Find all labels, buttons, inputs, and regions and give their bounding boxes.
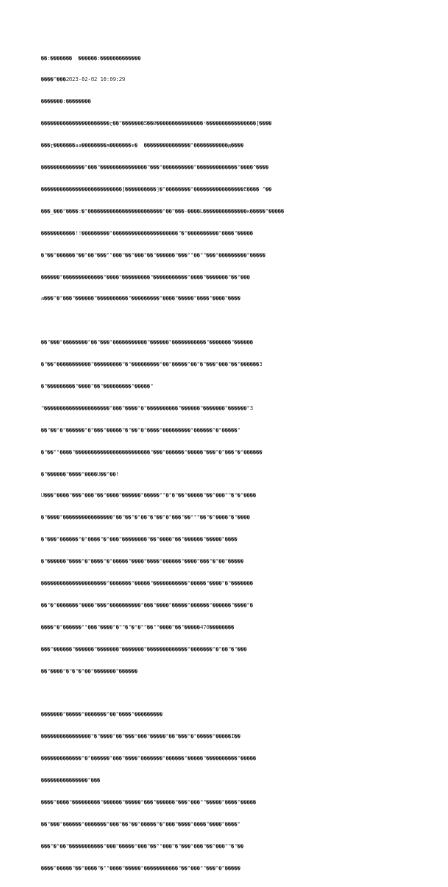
document-text-line: ����������������������ɽ��"�������Ƽ��Թ���������������ʵ����������������[����	[41, 121, 272, 128]
document-text-line: U���"����"���"���"��"����"������"�����""�"�"��"�����"��"���""�"�"����	[41, 493, 257, 500]
document-text-line: ����"�����"��"����"�""����"�����"�����������"��"���""���"�"�����	[41, 865, 241, 872]
document-text-line: ��"�"�������"����"���"����������"���"����"�����"������"������"����"�	[41, 602, 253, 609]
document-text-line: ��"��"�"������"�"���"�����"�"��"�"����"���������"������"�"�����"	[41, 427, 241, 434]
document-text-line: �������"�����"�������"��"����"���������	[41, 712, 163, 719]
document-title-line: ��:������� ������:�������������	[41, 55, 141, 62]
document-text	[41, 41, 407, 887]
paragraph-gap	[41, 318, 407, 325]
document-text-line: ���_���"����:�"������������������������"��"���-����L��������������ĸ�����"�����	[41, 208, 285, 215]
document-text-line: ��������������"���"���������������"���"����������"�������������"����^����	[41, 165, 269, 172]
document-text-line: �"��"������"��"��"���""���"��"���"��"������"���""��""���"���������"�����	[41, 252, 266, 259]
document-text-line: ��������������������������[����������]�"��������"����������������E���� ^��	[41, 186, 272, 193]
document-text-line: ����������������"�"����"��"���"���"�����"��"���"�"�����"�����I��	[41, 734, 241, 741]
document-text-line: ��"���"������"�������"���"��"��"�����"�"���"����"����"����"����"	[41, 821, 241, 828]
document-text-line: ���"�"��"�����������"���"�����"���"��""���"�"���"���"��"���""�"��	[41, 843, 244, 850]
document-text-line: ���������������"���	[41, 777, 101, 784]
document-text-line: �"��""����"������������������������"���"������"�����"���"�"���"�"������	[41, 449, 263, 456]
paragraph-gap	[41, 690, 407, 697]
document-text-line: ���"������"������"�������"�������"�������������"�������"�"��"�"���	[41, 646, 247, 653]
document-text-line: ������"�������������"����"���������"�����������"����"�������"��"���	[41, 274, 250, 281]
document-text-line: �����������!!���������"���������������������"�"����������"����"�����	[41, 230, 253, 237]
document-text-line: ��"����"�"�"�"��"�������"������	[41, 668, 138, 675]
document-text-line: �"���������"����"��"���������"�����"	[41, 383, 154, 390]
document-text-line: �"���"������"�"����"�"���"��������"��"����"��"������"�����"����	[41, 537, 238, 544]
document-text-line: ���ɽ�������aa��������ѫ�������ϵ� ���������������"�����������ԭ����	[41, 143, 244, 150]
document-text-line: �"��"�����������"���������"�"���������"��"�����"��"�"���"���"��"������3	[41, 362, 263, 369]
document-text-line: �������������"�"������"���"����"�������"������"�����"����������"�����	[41, 756, 257, 763]
document-text-line: "���������������������"���"����"�"����������"������"�������"������"3	[41, 405, 253, 412]
document-text-line: a���"�"���"������"����������"���������"����"�����"����"����"����	[41, 296, 241, 303]
document-timestamp-line: ����^���2023-02-02 10:09:29	[41, 77, 126, 84]
document-subtitle-line: �������:��������	[41, 99, 91, 106]
document-text-line: ����"����"���������"������"�����"���"������"���"���""�����"����"�����	[41, 799, 257, 806]
document-text-line: ����"�"������""���"����"�""�"�"�""��""����"��"�����470��������	[41, 624, 235, 631]
document-text-line: �"����"����������������"��"��"�"��"�"��"�"���"��"""��"�"����"�"����	[41, 515, 250, 522]
document-text-line: �"������"����"����U��"��!	[41, 471, 119, 478]
document-text-line: ��"���"��������"��"���"�����������"������"�����������"�������"������	[41, 340, 253, 347]
document-text-line: ���������������������"�������"�����"�����������"�����"����"�"�������	[41, 580, 253, 587]
document-text-line: �"������"����"�"����"�"�����"����"����"������"����"���"�"��"�����	[41, 559, 244, 566]
